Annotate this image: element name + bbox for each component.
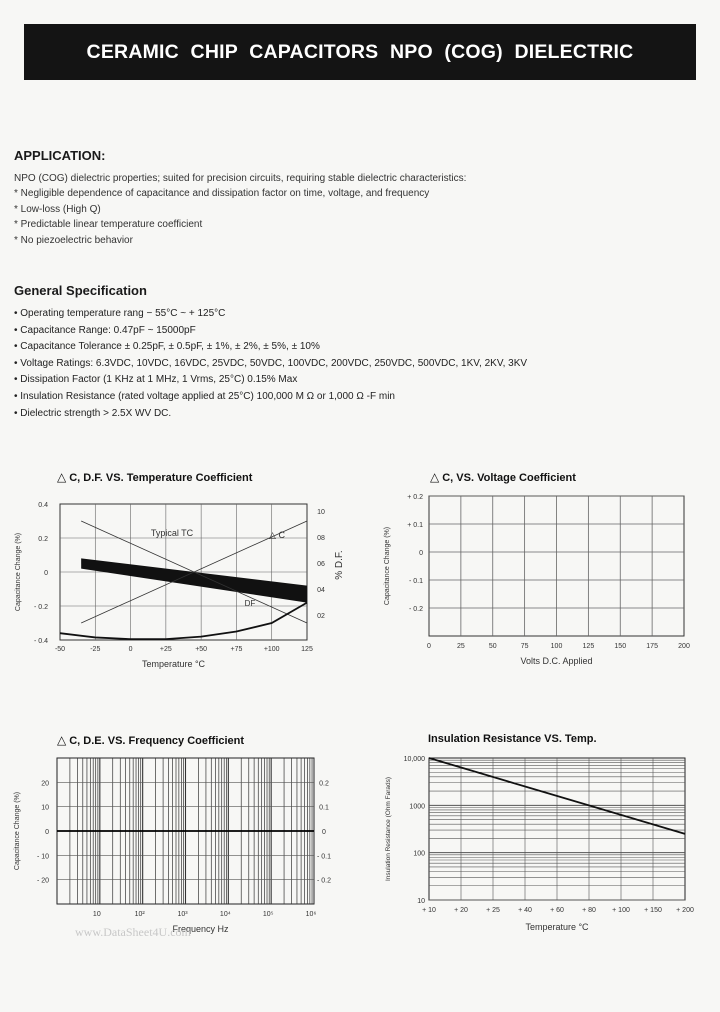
x-tick-label: -50 (54, 646, 66, 653)
application-bullet: * Predictable linear temperature coefficient (14, 217, 466, 232)
x-tick-label: 50 (488, 643, 497, 650)
series-df (60, 603, 307, 640)
y2-tick-label: - 0.1 (316, 853, 332, 861)
annotation-typical-tc: Typical TC (150, 528, 194, 538)
application-bullet: * Low-loss (High Q) (14, 202, 466, 217)
y2-tick-label: 02 (317, 613, 325, 620)
watermark: www.DataSheet4U.com (75, 925, 191, 939)
application-intro: NPO (COG) dielectric properties; suited for precision circuits, requiring stable dielectric characteristics: (14, 173, 467, 184)
page-title: CERAMIC CHIP CAPACITORS NPO (COG) DIELECTRIC (86, 40, 634, 63)
y2-tick-label: 06 (317, 561, 325, 568)
y2-tick-label: - 0.2 (316, 877, 332, 885)
x-axis-label: Frequency Hz (172, 924, 229, 934)
x-tick-label: 200 (678, 643, 690, 650)
y2-tick-label: 08 (317, 535, 325, 542)
y-tick-label: + 0.2 (407, 494, 423, 501)
x-axis-label: Temperature °C (141, 659, 206, 669)
x-tick-label: 0 (427, 643, 431, 650)
y-tick-label: - 0.4 (33, 638, 48, 645)
insulation-resistance-chart (360, 750, 720, 940)
x-tick-label: 125 (301, 646, 313, 653)
y2-tick-label: 0 (322, 829, 326, 836)
y-tick-label: 10 (417, 898, 425, 905)
temp-coefficient-chart (0, 490, 360, 680)
application-section (14, 148, 466, 248)
x-axis-label: Volts D.C. Applied (520, 656, 593, 666)
x-tick-label: +50 (195, 646, 208, 653)
chart-title-temp-coefficient: △ C, D.F. VS. Temperature Coefficient (57, 470, 253, 484)
y-tick-label: - 0.2 (33, 604, 48, 611)
spec-item: • Dielectric strength > 2.5X WV DC. (14, 406, 527, 423)
x-tick-label: +75 (230, 646, 243, 653)
x-axis-label: Temperature °C (525, 922, 589, 932)
x-tick-label: + 40 (518, 907, 532, 914)
x-tick-label: + 10 (422, 907, 436, 914)
y2-tick-label: 0.2 (319, 780, 329, 788)
y2-tick-label: 0.1 (319, 804, 329, 812)
x-tick-label: + 25 (486, 907, 500, 914)
y2-tick-label: 04 (317, 587, 325, 594)
application-bullet: * Negligible dependence of capacitance and dissipation factor on time, voltage, and frequency (14, 186, 466, 201)
x-tick-label: 25 (456, 643, 465, 650)
spec-item: • Capacitance Tolerance ± 0.25pF, ± 0.5pF, ± 1%, ± 2%, ± 5%, ± 10% (14, 339, 527, 356)
x-tick-label: + 80 (582, 907, 596, 914)
title-banner (24, 24, 696, 80)
y-tick-label: + 0.1 (407, 522, 423, 529)
x-tick-label: + 20 (454, 907, 468, 914)
x-tick-label: 10³ (177, 911, 188, 918)
y-tick-label: 0 (419, 550, 423, 557)
y-tick-label: 20 (41, 780, 49, 788)
annotation-delta-c: △ C (269, 530, 285, 540)
y-tick-label: 10,000 (403, 756, 425, 763)
application-heading: APPLICATION: (14, 148, 106, 163)
x-tick-label: +100 (263, 646, 280, 653)
y-tick-label: 1000 (409, 803, 425, 811)
x-tick-label: 10² (134, 911, 145, 918)
x-tick-label: 175 (646, 643, 658, 650)
spec-item: • Voltage Ratings: 6.3VDC, 10VDC, 16VDC, 25VDC, 50VDC, 100VDC, 200VDC, 250VDC, 500VDC, 1KV, 2KV, 3KV (14, 356, 527, 373)
y-tick-label: - 0.1 (408, 578, 423, 585)
spec-item: • Insulation Resistance (rated voltage applied at 25°C) 100,000 M Ω or 1,000 Ω -F min (14, 389, 527, 406)
x-tick-label: + 200 (676, 907, 694, 914)
chart-title-frequency-coefficient: △ C, D.E. VS. Frequency Coefficient (57, 733, 245, 747)
x-tick-label: + 150 (644, 907, 662, 914)
x-tick-label: 10 (92, 911, 101, 918)
x-tick-label: -25 (90, 646, 101, 653)
frequency-coefficient-chart (0, 750, 360, 940)
y-tick-label: - 0.2 (408, 606, 423, 613)
y-tick-label: - 10 (36, 853, 49, 861)
y-tick-label: 0.4 (38, 502, 48, 509)
series-typical-tc-band (81, 558, 307, 602)
x-tick-label: +25 (159, 646, 172, 653)
spec-item: • Operating temperature rang − 55°C ~ + 125°C (14, 306, 527, 323)
spec-item: • Capacitance Range: 0.47pF ~ 15000pF (14, 323, 527, 340)
y-tick-label: 100 (413, 850, 425, 858)
y-axis-label: Capacitance Change (%) (14, 791, 21, 871)
y-tick-label: 0.2 (38, 536, 48, 543)
annotation-df: DF (244, 599, 256, 608)
spec-item: • Dissipation Factor (1 KHz at 1 MHz, 1 Vrms, 25°C) 0.15% Max (14, 372, 527, 389)
x-tick-label: 0 (128, 646, 133, 653)
chart-title-voltage-coefficient: △ C, VS. Voltage Coefficient (430, 470, 576, 484)
voltage-coefficient-chart (360, 490, 720, 680)
x-tick-label: 125 (582, 643, 595, 650)
x-tick-label: + 60 (550, 907, 564, 914)
x-tick-label: 150 (614, 643, 627, 650)
y-axis-label: Insulation Resistance (Ohm Farads) (385, 776, 392, 882)
y-axis-label: Capacitance Change (%) (15, 532, 22, 612)
y-tick-label: 0 (45, 829, 49, 836)
y-axis-label: Capacitance Change (%) (384, 526, 391, 606)
application-bullet: * No piezoelectric behavior (14, 233, 466, 248)
y2-axis-label: % D.F. (334, 550, 345, 580)
y-tick-label: - 20 (36, 877, 49, 885)
x-tick-label: 10⁴ (219, 911, 231, 918)
x-tick-label: 75 (520, 643, 529, 650)
x-tick-label: 100 (550, 643, 563, 650)
spec-heading: General Specification (14, 283, 147, 298)
x-tick-label: + 100 (612, 907, 630, 914)
general-spec-section (14, 283, 527, 422)
x-tick-label: 10⁶ (305, 911, 317, 918)
y2-tick-label: 10 (317, 509, 325, 516)
y-tick-label: 10 (41, 804, 49, 812)
chart-title-insulation-resistance: Insulation Resistance VS. Temp. (428, 733, 597, 745)
y-tick-label: 0 (44, 570, 48, 577)
x-tick-label: 10⁵ (262, 911, 274, 918)
